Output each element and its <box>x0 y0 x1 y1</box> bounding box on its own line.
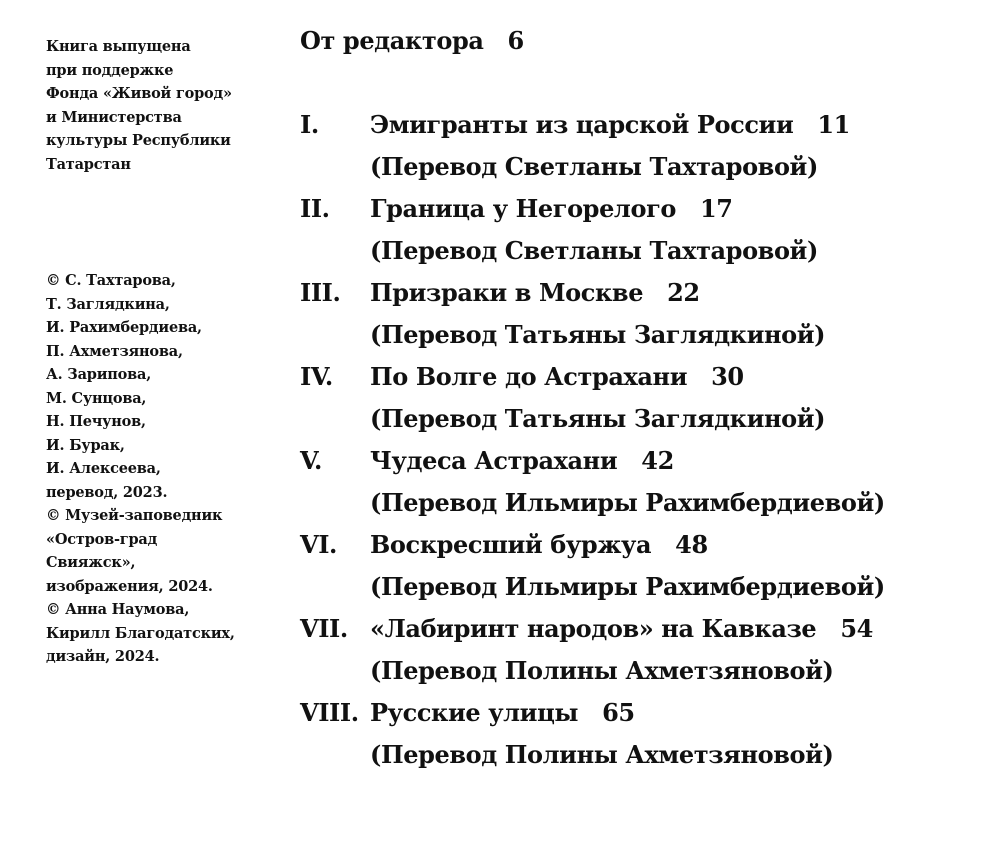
toc-page-number: 65 <box>602 698 635 727</box>
toc-page-number: 17 <box>699 194 733 223</box>
chapter-title: Чудеса Астрахани <box>370 446 618 475</box>
chapter-translator: (Перевод Полины Ахметзяновой) <box>370 740 834 769</box>
chapter-title-line <box>370 362 744 391</box>
chapter-translator: (Перевод Светланы Тахтаровой) <box>370 236 818 265</box>
chapter-translator: (Перевод Ильмиры Рахимбердиевой) <box>370 488 885 517</box>
support-line: культуры Республики <box>46 132 231 149</box>
chapter-numeral: VII. <box>300 614 348 643</box>
copyright-line: П. Ахметзянова, <box>46 342 183 360</box>
copyright-line: дизайн, 2024. <box>46 648 160 665</box>
support-line: Фонда «Живой город» <box>46 85 232 102</box>
chapter-title-line <box>370 698 635 727</box>
copyright-line: И. Рахимбердиева, <box>46 319 202 336</box>
chapter-numeral: VI. <box>300 530 338 559</box>
chapter-translator: (Перевод Полины Ахметзяновой) <box>370 656 834 685</box>
chapter-title-line <box>370 530 708 559</box>
chapter-title: Воскресший буржуа <box>370 530 652 559</box>
toc-editor-entry[interactable] <box>300 26 524 55</box>
toc-entry-title: От редактора <box>300 26 484 55</box>
copyright-line: © Музей-заповедник <box>46 507 223 524</box>
toc-page-number: 30 <box>711 362 744 391</box>
copyright-line: Н. Печунов, <box>46 413 146 430</box>
copyright-line: А. Зарипова, <box>46 366 152 383</box>
chapter-title: Призраки в Москве <box>370 278 644 307</box>
chapter-translator: (Перевод Татьяны Заглядкиной) <box>370 404 826 433</box>
chapter-numeral: V. <box>300 446 322 475</box>
toc-page-number: 6 <box>507 26 524 55</box>
support-line: и Министерства <box>46 108 182 126</box>
support-line: при поддержке <box>46 61 174 79</box>
toc-page-number: 54 <box>840 614 873 643</box>
chapter-title: Эмигранты из царской России <box>370 110 794 139</box>
chapter-title: Русские улицы <box>370 698 579 727</box>
copyright-line: Свияжск», <box>46 554 136 571</box>
chapter-translator: (Перевод Светланы Тахтаровой) <box>370 152 818 181</box>
chapter-translator: (Перевод Ильмиры Рахимбердиевой) <box>370 572 885 601</box>
chapter-title-line <box>370 446 674 475</box>
copyright-line: И. Алексеева, <box>46 460 161 477</box>
support-line: Татарстан <box>46 155 131 173</box>
copyright-line: М. Сунцова, <box>46 389 147 407</box>
support-line: Книга выпущена <box>46 38 191 55</box>
chapter-title: По Волге до Астрахани <box>370 362 688 391</box>
chapter-title-line <box>370 194 733 223</box>
toc-page-number: 48 <box>675 530 708 559</box>
chapter-title: «Лабиринт народов» на Кавказе <box>370 614 817 643</box>
chapter-title-line <box>370 614 873 643</box>
chapter-translator: (Перевод Татьяны Заглядкиной) <box>370 320 826 349</box>
copyright-line: перевод, 2023. <box>46 483 168 501</box>
copyright-line: Кирилл Благодатских, <box>46 624 235 642</box>
chapter-title-line <box>370 278 700 307</box>
copyright-line: © Анна Наумова, <box>46 601 190 618</box>
copyright-line: И. Бурак, <box>46 436 125 454</box>
toc-page-number: 11 <box>817 110 850 139</box>
chapter-numeral: I. <box>300 110 319 139</box>
chapter-numeral: IV. <box>300 362 333 391</box>
chapter-title-line <box>370 110 850 139</box>
toc-page-number: 42 <box>641 446 674 475</box>
chapter-title: Граница у Негорелого <box>370 194 676 223</box>
copyright-line: © С. Тахтарова, <box>46 272 176 289</box>
copyright-line: изображения, 2024. <box>46 577 213 595</box>
copyright-line: Т. Заглядкина, <box>46 295 170 313</box>
toc-page-number: 22 <box>667 278 700 307</box>
chapter-numeral: VIII. <box>300 698 359 727</box>
chapter-numeral: III. <box>300 278 341 307</box>
copyright-line: «Остров-град <box>46 530 158 548</box>
chapter-numeral: II. <box>300 194 330 223</box>
